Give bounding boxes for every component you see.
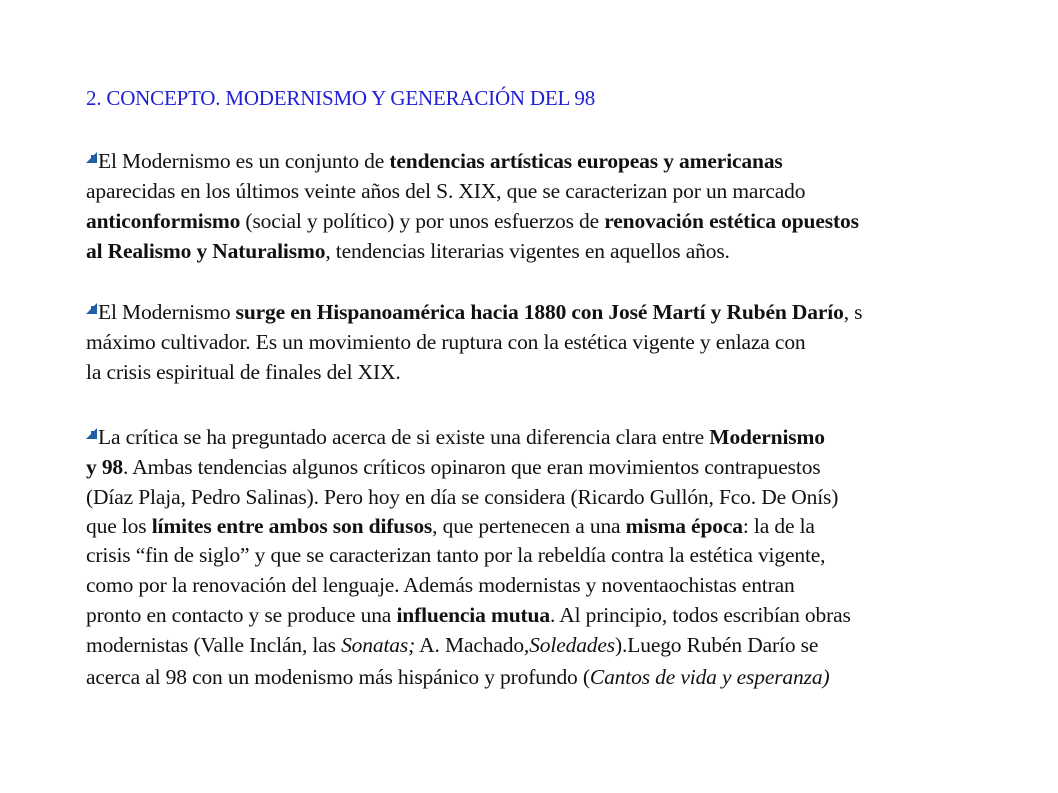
title-soledades: Soledades [529, 633, 615, 657]
title-cantos: Cantos de vida y esperanza) [589, 665, 830, 689]
p3-line-1 [98, 424, 825, 450]
text-run: : la de la [742, 514, 815, 538]
text-run: El Modernismo es un conjunto de [98, 149, 390, 173]
bullet-icon [86, 428, 97, 439]
text-run: (social y político) y por unos esfuerzos de [240, 209, 605, 233]
emphasis-realismo: al Realismo y Naturalismo [86, 239, 326, 263]
p3-line-4 [86, 513, 815, 539]
p3-line-2 [86, 454, 821, 480]
emphasis-modernismo: Modernismo [709, 425, 825, 449]
text-run: acerca al 98 con un modenismo más hispánico y profundo ( [86, 665, 590, 689]
emphasis-surge: surge en Hispanoamérica hacia 1880 con José Martí y Rubén Darío [235, 300, 844, 324]
text-run: , que pertenecen a una [432, 514, 626, 538]
p2-line-2: máximo cultivador. Es un movimiento de ruptura con la estética vigente y enlaza con [86, 330, 806, 354]
p3-line-6: como por la renovación del lenguaje. Además modernistas y noventaochistas entran [86, 573, 795, 597]
p3-line-9 [86, 664, 829, 690]
text-run: La crítica se ha preguntado acerca de si existe una diferencia clara entre [98, 425, 710, 449]
p3-line-8 [86, 632, 818, 658]
p3-line-3: (Díaz Plaja, Pedro Salinas). Pero hoy en día se considera (Ricardo Gullón, Fco. De Onís) [86, 485, 839, 509]
emphasis-misma-epoca: misma época [625, 514, 743, 538]
text-run: , tendencias literarias vigentes en aquellos años. [325, 239, 730, 263]
emphasis-limites: límites entre ambos son difusos [151, 514, 433, 538]
text-run: , s [843, 300, 863, 324]
emphasis-y98: y 98 [86, 455, 124, 479]
text-run: ).Luego Rubén Darío se [615, 633, 819, 657]
slide-heading: 2. CONCEPTO. MODERNISMO Y GENERACIÓN DEL 98 [86, 86, 596, 110]
p1-line-2: aparecidas en los últimos veinte años del S. XIX, que se caracterizan por un marcado [86, 179, 806, 203]
bullet-icon [86, 152, 97, 163]
emphasis-influencia: influencia mutua [396, 603, 550, 627]
emphasis-renovacion: renovación estética opuestos [604, 209, 859, 233]
p2-line-3: la crisis espiritual de finales del XIX. [86, 360, 401, 384]
p1-line-4 [86, 238, 730, 264]
text-run: . Ambas tendencias algunos críticos opinaron que eran movimientos contrapuestos [123, 455, 821, 479]
title-sonatas: Sonatas; [341, 633, 416, 657]
emphasis-tendencias: tendencias artísticas europeas y americanas [389, 149, 783, 173]
p3-line-5: crisis “fin de siglo” y que se caracterizan tanto por la rebeldía contra la estética vigente, [86, 543, 826, 567]
p1-line-3 [86, 208, 859, 234]
bullet-icon [86, 303, 97, 314]
text-run: pronto en contacto y se produce una [86, 603, 397, 627]
text-run: modernistas (Valle Inclán, las [86, 633, 342, 657]
text-run: A. Machado, [415, 633, 530, 657]
text-run: El Modernismo [98, 300, 236, 324]
emphasis-anticonformismo: anticonformismo [86, 209, 241, 233]
p3-line-7 [86, 602, 851, 628]
p2-line-1 [98, 299, 862, 325]
text-run: que los [86, 514, 152, 538]
text-run: . Al principio, todos escribían obras [549, 603, 851, 627]
p1-line-1 [98, 148, 783, 174]
